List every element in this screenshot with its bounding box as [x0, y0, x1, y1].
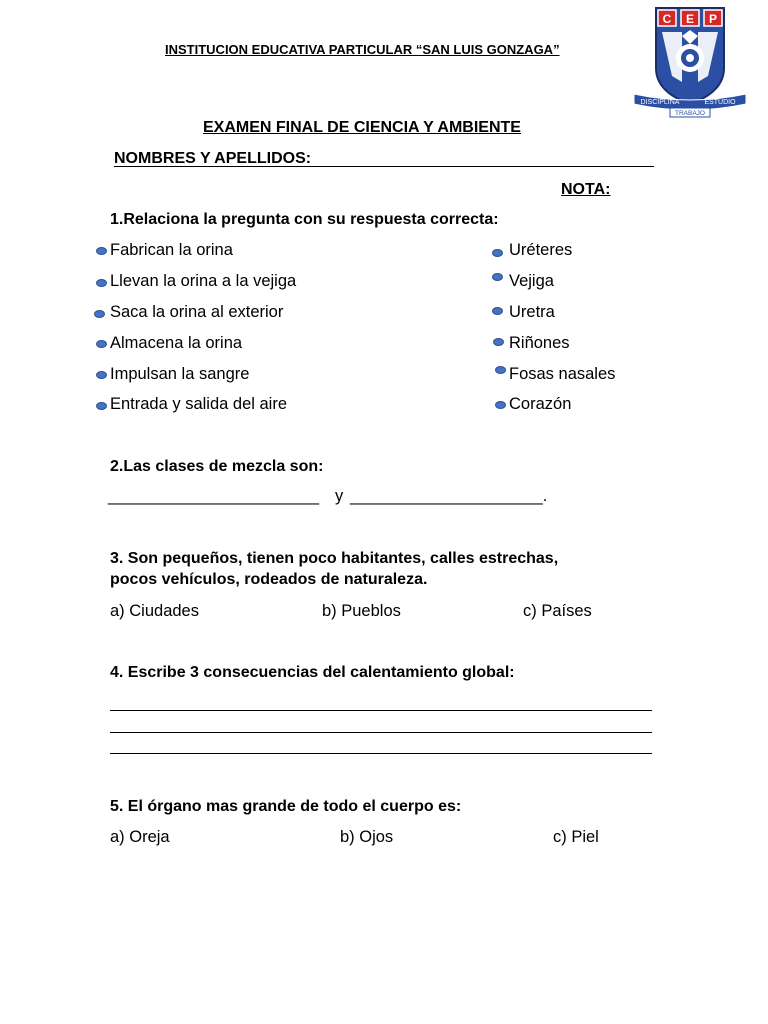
q3-option-b[interactable]: b) Pueblos: [322, 602, 401, 620]
q3-prompt-line1: 3. Son pequeños, tienen poco habitantes, calles estrechas,: [110, 550, 559, 567]
q4-answer-line[interactable]: [110, 710, 652, 711]
q2-prompt: 2.Las clases de mezcla son:: [110, 458, 324, 475]
match-right-item: Fosas nasales: [509, 365, 616, 383]
match-left-item: Fabrican la orina: [110, 241, 233, 259]
q4-answer-line[interactable]: [110, 732, 652, 733]
names-answer-line[interactable]: [114, 166, 654, 167]
q4-answer-line[interactable]: [110, 753, 652, 754]
q3-prompt-line2: pocos vehículos, rodeados de naturaleza.: [110, 571, 428, 588]
q5-prompt: 5. El órgano mas grande de todo el cuerpo es:: [110, 798, 462, 815]
match-dot[interactable]: [492, 273, 503, 281]
crest-icon: [632, 6, 748, 118]
q1-prompt: 1.Relaciona la pregunta con su respuesta correcta:: [110, 211, 499, 228]
match-dot[interactable]: [96, 279, 107, 287]
q5-option-b[interactable]: b) Ojos: [340, 828, 394, 846]
svg-text:E: E: [685, 12, 695, 26]
match-right-item: Uréteres: [509, 241, 573, 259]
q2-blank-a[interactable]: _______________________: [108, 487, 320, 505]
q4-prompt: 4. Escribe 3 consecuencias del calentamiento global:: [110, 664, 515, 681]
match-dot[interactable]: [96, 402, 107, 410]
q5-option-c[interactable]: c) Piel: [553, 828, 599, 846]
q3-option-c[interactable]: c) Países: [523, 602, 592, 620]
match-dot[interactable]: [96, 340, 107, 348]
match-dot[interactable]: [492, 307, 503, 315]
svg-text:DISCIPLINA: DISCIPLINA: [640, 99, 680, 106]
grade-label: NOTA:: [561, 181, 611, 198]
match-right-item: Corazón: [509, 395, 572, 413]
q2-connector: y: [335, 487, 344, 505]
match-dot[interactable]: [492, 249, 503, 257]
q3-option-a[interactable]: a) Ciudades: [110, 602, 199, 620]
match-right-item: Uretra: [509, 303, 555, 321]
match-dot[interactable]: [495, 401, 506, 409]
exam-title: EXAMEN FINAL DE CIENCIA Y AMBIENTE: [203, 119, 521, 136]
match-left-item: Impulsan la sangre: [110, 365, 250, 383]
svg-text:ESTUDIO: ESTUDIO: [704, 99, 736, 106]
svg-text:TRABAJO: TRABAJO: [675, 110, 705, 117]
q2-blank-b[interactable]: _____________________.: [350, 487, 548, 505]
q5-option-a[interactable]: a) Oreja: [110, 828, 170, 846]
match-left-item: Almacena la orina: [110, 334, 243, 352]
match-right-item: Riñones: [509, 334, 570, 352]
match-dot[interactable]: [495, 366, 506, 374]
svg-text:P: P: [708, 12, 718, 26]
institution-name: INSTITUCION EDUCATIVA PARTICULAR “SAN LUIS GONZAGA”: [165, 42, 560, 57]
match-right-item: Vejiga: [509, 272, 554, 290]
match-left-item: Saca la orina al exterior: [110, 303, 284, 321]
match-left-item: Llevan la orina a la vejiga: [110, 272, 297, 290]
match-dot[interactable]: [96, 371, 107, 379]
match-dot[interactable]: [94, 310, 105, 318]
school-logo: [632, 6, 748, 118]
svg-text:C: C: [662, 12, 672, 26]
names-label: NOMBRES Y APELLIDOS:: [114, 150, 312, 167]
match-dot[interactable]: [493, 338, 504, 346]
match-left-item: Entrada y salida del aire: [110, 395, 288, 413]
match-dot[interactable]: [96, 247, 107, 255]
